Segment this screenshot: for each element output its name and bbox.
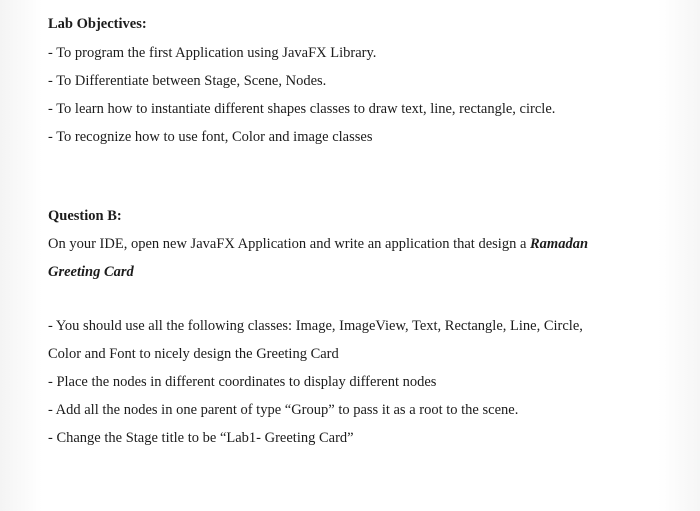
objective-item: - To recognize how to use font, Color and image classes: [48, 129, 373, 145]
question-text-line: [48, 262, 688, 282]
question-text-line: [48, 234, 688, 254]
objective-item: - To program the first Application using JavaFX Library.: [48, 45, 377, 61]
task-item: - Place the nodes in different coordinates to display different nodes: [48, 374, 437, 390]
question-b-heading: Question B:: [48, 208, 122, 224]
objective-item: - To Differentiate between Stage, Scene, Nodes.: [48, 73, 327, 89]
question-emphasis: Ramadan: [530, 236, 589, 252]
task-item: - Change the Stage title to be “Lab1- Greeting Card”: [48, 430, 354, 446]
question-b-section: [48, 206, 688, 290]
question-text: On your IDE, open new JavaFX Application and write an application that design a: [48, 236, 531, 252]
task-item: - Add all the nodes in one parent of type “Group” to pass it as a root to the scene.: [48, 402, 519, 418]
question-emphasis: Greeting Card: [48, 264, 134, 280]
objective-item: - To learn how to instantiate different shapes classes to draw text, line, rectangle, circle.: [48, 101, 556, 117]
lab-objectives-section: [48, 14, 688, 155]
task-list-section: [48, 316, 688, 456]
lab-objectives-heading: Lab Objectives:: [48, 16, 147, 32]
task-item: - You should use all the following classes: Image, ImageView, Text, Rectangle, Line, Circle,: [48, 318, 583, 334]
task-item-continued: Color and Font to nicely design the Greeting Card: [48, 346, 339, 362]
